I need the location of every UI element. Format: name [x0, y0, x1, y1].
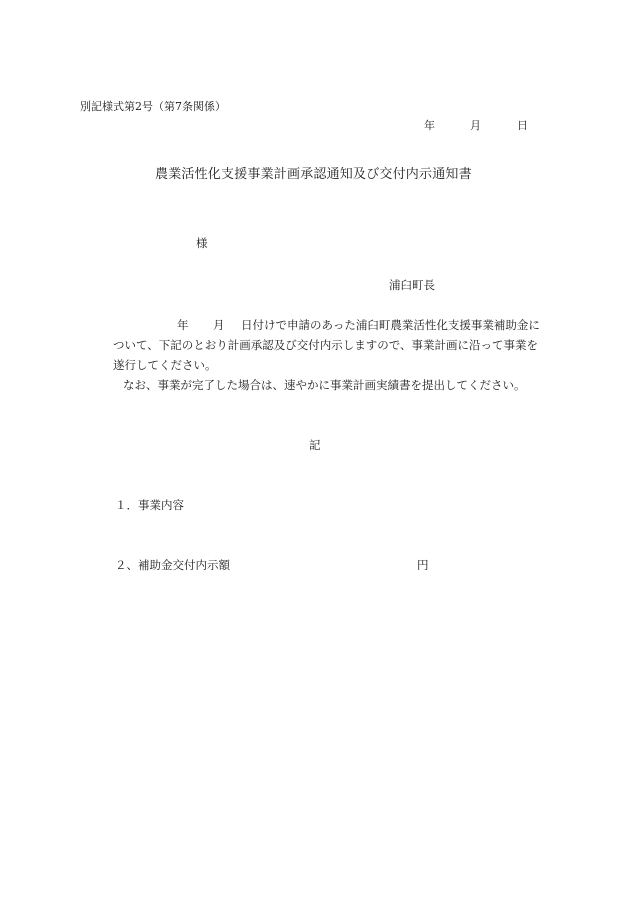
body-line-4: なお、事業が完了した場合は、速やかに事業計画実績書を提出してください。	[123, 378, 526, 392]
item-business-content: １．事業内容	[115, 498, 184, 512]
addressee-suffix: 様	[196, 236, 208, 250]
date-day-label: 日	[517, 119, 528, 132]
issuer-name: 浦臼町長	[389, 278, 435, 292]
body-line-3: 遂行してください。	[113, 358, 217, 372]
body-year-label: 年	[177, 318, 189, 332]
body-line-1: 日付けで申請のあった浦臼町農業活性化支援事業補助金に	[241, 318, 540, 332]
document-title: 農業活性化支援事業計画承認通知及び交付内示通知書	[155, 167, 472, 182]
body-month-label: 月	[213, 318, 225, 332]
body-line-2: ついて、下記のとおり計画承認及び交付内示しますので、事業計画に沿って事業を	[113, 338, 539, 352]
date-year-label: 年	[424, 119, 435, 132]
item-subsidy-amount: ２、補助金交付内示額	[115, 558, 230, 572]
date-month-label: 月	[470, 119, 481, 132]
ki-heading: 記	[309, 438, 321, 452]
currency-unit-yen: 円	[417, 558, 429, 572]
form-label: 別記様式第2号（第7条関係）	[80, 100, 226, 113]
